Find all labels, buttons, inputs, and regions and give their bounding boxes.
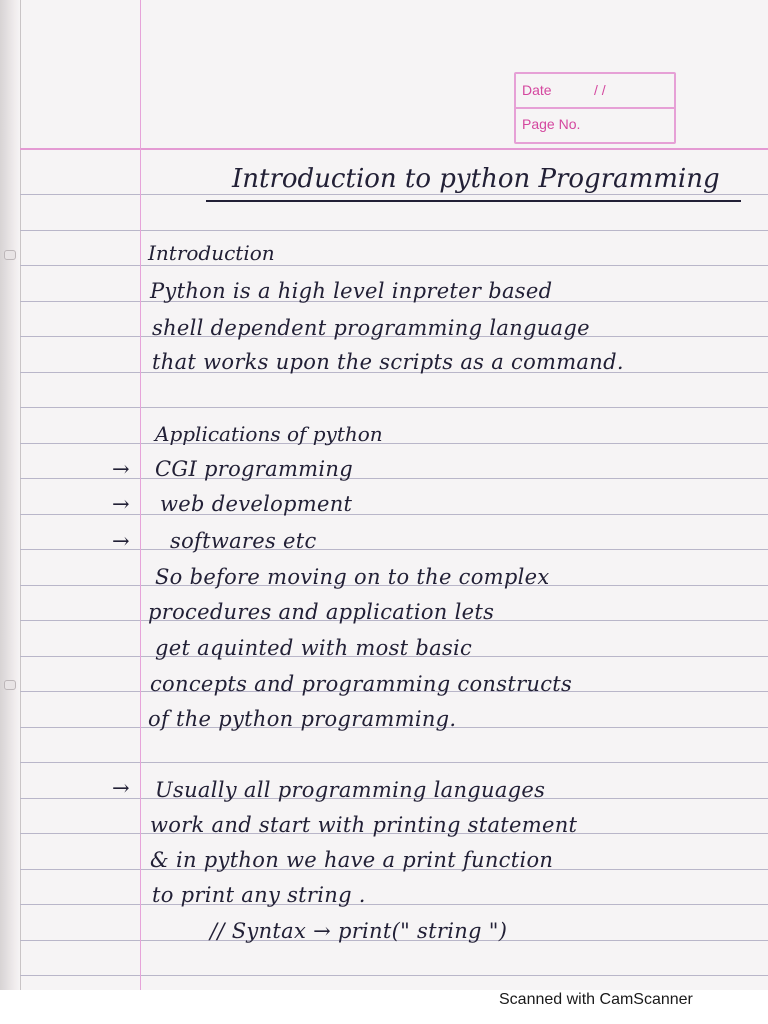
ruled-line bbox=[20, 443, 768, 444]
bullet-arrow: → bbox=[112, 529, 130, 553]
usually-line: Usually all programming languages bbox=[155, 778, 546, 802]
paragraph-line: concepts and programming constructs bbox=[150, 672, 573, 696]
ruled-line bbox=[20, 230, 768, 231]
usually-line: & in python we have a print function bbox=[150, 848, 554, 872]
usually-line: work and start with printing statement bbox=[150, 813, 578, 837]
ruled-line bbox=[20, 762, 768, 763]
page-title: Introduction to python Programming bbox=[232, 164, 720, 194]
application-item: CGI programming bbox=[155, 457, 353, 481]
date-page-box bbox=[514, 72, 676, 144]
date-box-divider bbox=[516, 107, 674, 109]
date-value: / / bbox=[594, 82, 606, 98]
ruled-line bbox=[20, 975, 768, 976]
ruled-line bbox=[20, 407, 768, 408]
paragraph-line: procedures and application lets bbox=[148, 600, 495, 624]
title-underline bbox=[206, 200, 741, 202]
ruled-line bbox=[20, 549, 768, 550]
usually-line: to print any string . bbox=[152, 883, 366, 907]
margin-line bbox=[140, 0, 141, 990]
syntax-line: // Syntax → print(" string ") bbox=[210, 919, 508, 943]
application-item: softwares etc bbox=[170, 529, 317, 553]
ruled-line bbox=[20, 514, 768, 515]
application-item: web development bbox=[160, 492, 353, 516]
intro-line: shell dependent programming language bbox=[152, 316, 590, 340]
notebook-binding bbox=[0, 0, 21, 990]
date-label: Date bbox=[522, 82, 552, 98]
binding-ring bbox=[4, 250, 16, 260]
paragraph-line: get aquinted with most basic bbox=[155, 636, 473, 660]
paragraph-line: of the python programming. bbox=[148, 707, 457, 731]
ruled-line bbox=[20, 904, 768, 905]
binding-ring bbox=[4, 680, 16, 690]
paragraph-line: So before moving on to the complex bbox=[155, 565, 550, 589]
page-number-label: Page No. bbox=[522, 116, 581, 132]
bullet-arrow: → bbox=[112, 492, 130, 516]
scanner-watermark: Scanned with CamScanner bbox=[499, 991, 693, 1008]
applications-heading: Applications of python bbox=[155, 422, 383, 446]
intro-heading: Introduction bbox=[148, 241, 275, 265]
intro-line: that works upon the scripts as a command. bbox=[152, 350, 624, 374]
ruled-line bbox=[20, 265, 768, 266]
ruled-line bbox=[20, 194, 768, 195]
ruled-line bbox=[20, 478, 768, 479]
bullet-arrow: → bbox=[112, 776, 130, 800]
intro-line: Python is a high level inpreter based bbox=[150, 279, 553, 303]
bullet-arrow: → bbox=[112, 457, 130, 481]
header-rule bbox=[20, 148, 768, 150]
